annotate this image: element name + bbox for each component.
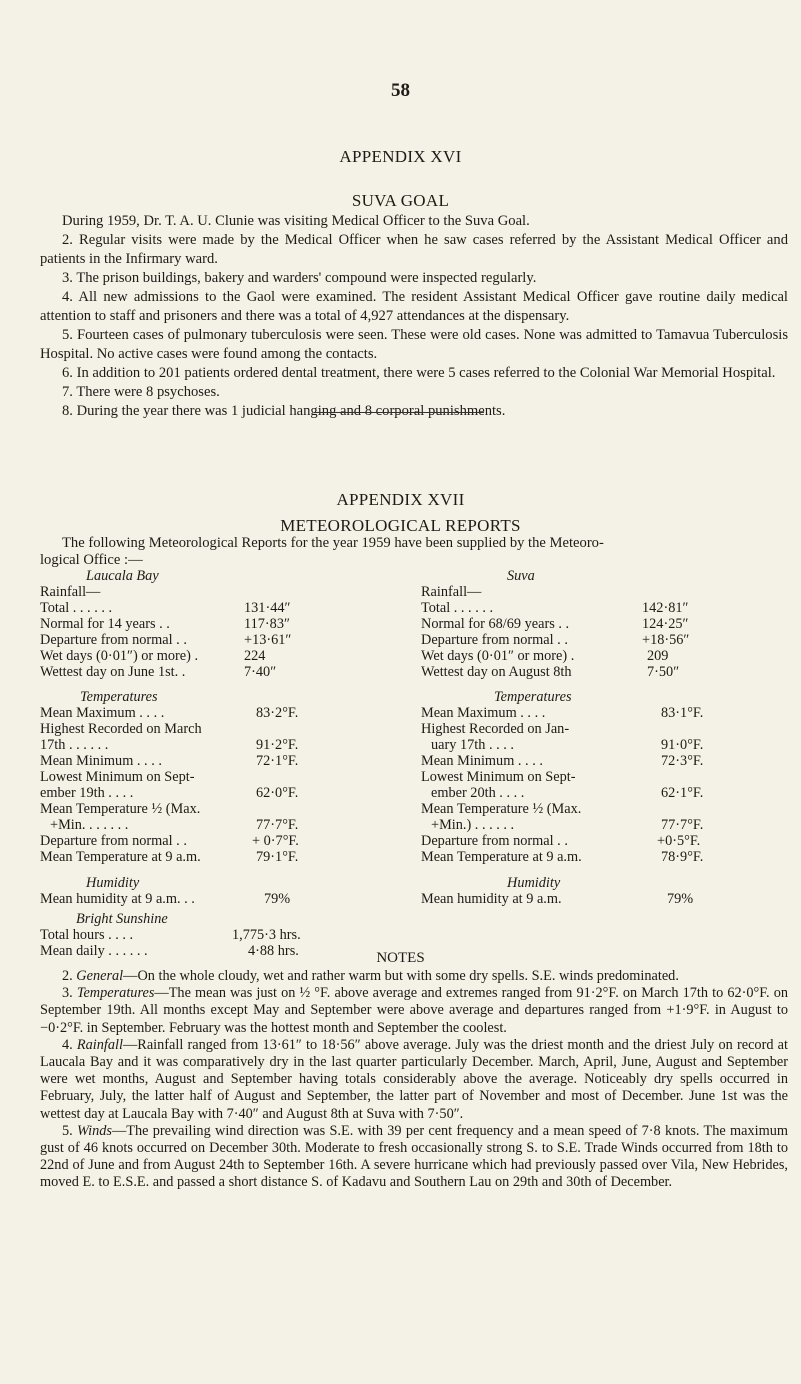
rainfall-value: 124·25″ [642, 616, 689, 632]
paragraph: 8. During the year there was 1 judicial hanging and 8 corporal punishments. [62, 403, 506, 419]
temp-label: Mean Temperature at 9 a.m. [40, 849, 201, 865]
temp-value: 62·0°F. [256, 785, 299, 801]
paragraph: 7. There were 8 psychoses. [62, 384, 220, 400]
appendix-17-subtitle: METEOROLOGICAL REPORTS [280, 516, 521, 535]
humidity-value: 79% [264, 891, 291, 907]
rainfall-value: 209 [647, 648, 669, 664]
laucala-humidity-heading: Humidity [86, 875, 140, 891]
paragraph: 3. The prison buildings, bakery and warders' compound were inspected regularly. [62, 270, 537, 286]
rainfall-label: Total . . . . . . [40, 600, 113, 616]
temp-value: 77·7°F. [661, 817, 704, 833]
paragraph: 5. Fourteen cases of pulmonary tuberculosis were seen. These were old cases. None was admitted to Tamavua Tuberculosis Hospital. No active cases were found among the contacts. [40, 327, 788, 362]
suva-temp-heading: Temperatures [494, 689, 572, 705]
note: 2. General—On the whole cloudy, wet and rather warm but with some dry spells. S.E. winds predominated. [62, 968, 679, 984]
sunshine-label: Total hours . . . . [40, 927, 134, 943]
temp-value: 72·3°F. [661, 753, 704, 769]
temp-label: Departure from normal . . [421, 833, 568, 849]
humidity-label: Mean humidity at 9 a.m. . . [40, 891, 195, 907]
paragraph: During 1959, Dr. T. A. U. Clunie was visiting Medical Officer to the Suva Goal. [62, 213, 530, 229]
suva-heading: Suva [507, 568, 535, 584]
note: 3. Temperatures—The mean was just on ½ °F. above average and extremes ranged from 91·2°F. on March 17th to 62·0°F. on September 19th. All months except May and September were above average and departures ranged from +1·9°F. in August to −0·2°F. in September. February was the hottest month and September the coolest. [40, 985, 789, 1036]
temp-label: +Min.) . . . . . . [431, 817, 515, 833]
temp-label: ember 19th . . . . [40, 785, 134, 801]
rainfall-value: 7·50″ [647, 664, 680, 680]
temp-value: 83·2°F. [256, 705, 299, 721]
appendix-16-title: APPENDIX XVI [339, 147, 462, 166]
temp-value: 91·0°F. [661, 737, 704, 753]
temp-label: Highest Recorded on Jan- [421, 721, 570, 737]
rainfall-value: 117·83″ [244, 616, 290, 632]
paragraph: 6. In addition to 201 patients ordered dental treatment, there were 5 cases referred to the Colonial War Memorial Hospital. [62, 365, 776, 381]
rainfall-label: Normal for 14 years . . [40, 616, 170, 632]
temp-value: +0·5°F. [657, 833, 701, 849]
rainfall-label: Departure from normal . . [40, 632, 187, 648]
appendix-16-subtitle: SUVA GOAL [351, 191, 450, 210]
sunshine-value: 1,775·3 hrs. [232, 927, 301, 943]
rainfall-label: Wettest day on June 1st. . [40, 664, 186, 680]
temp-label: Mean Maximum . . . . [421, 705, 546, 721]
temp-value: 83·1°F. [661, 705, 704, 721]
intro-line-1: The following Meteorological Reports for the year 1959 have been supplied by the Meteoro- [62, 535, 604, 551]
note: 5. Winds—The prevailing wind direction was S.E. with 39 per cent frequency and a mean speed of 7·8 knots. The maximum gust of 46 knots occurred on December 30th. Moderate to fresh occasionally strong S. to S.E. Trade Winds occurred from 18th to 22nd of June and from August 24th to September 16th. A severe hurricane which had previously passed over Vila, New Hebrides, moved E. to E.S.E. and passed a short distance S. of Kadavu and Southern Lau on 29th and 30th of December. [40, 1122, 788, 1191]
appendix-17-title: APPENDIX XVII [336, 490, 465, 509]
rainfall-value: 7·40″ [244, 664, 277, 680]
sunshine-value: 4·88 hrs. [248, 943, 299, 959]
rainfall-value: 131·44″ [244, 600, 291, 616]
laucala-heading: Laucala Bay [86, 568, 159, 584]
appendix-16-body [40, 212, 788, 421]
rainfall-value: 142·81″ [642, 600, 689, 616]
temp-label: Departure from normal . . [40, 833, 187, 849]
section-divider [314, 412, 484, 413]
temp-label: Lowest Minimum on Sept- [421, 769, 576, 785]
rainfall-value: +13·61″ [244, 632, 292, 648]
rainfall-label: Total . . . . . . [421, 600, 494, 616]
humidity-value: 79% [667, 891, 694, 907]
notes-heading: NOTES [376, 950, 425, 966]
temp-label: Lowest Minimum on Sept- [40, 769, 195, 785]
temp-label: Mean Temperature ½ (Max. [40, 801, 201, 817]
temp-label: Mean Temperature at 9 a.m. [421, 849, 582, 865]
temp-value: 77·7°F. [256, 817, 299, 833]
temp-label: Mean Temperature ½ (Max. [421, 801, 582, 817]
page-number: 58 [391, 80, 410, 101]
suva-rainfall-heading: Rainfall— [421, 584, 482, 600]
humidity-label: Mean humidity at 9 a.m. [421, 891, 562, 907]
temp-label: ember 20th . . . . [431, 785, 525, 801]
temp-value: 91·2°F. [256, 737, 299, 753]
rainfall-value: 224 [244, 648, 266, 664]
temp-value: 72·1°F. [256, 753, 299, 769]
temp-value: 79·1°F. [256, 849, 299, 865]
temp-label: Mean Maximum . . . . [40, 705, 165, 721]
sunshine-label: Mean daily . . . . . . [40, 943, 148, 959]
temp-value: 62·1°F. [661, 785, 704, 801]
temp-label: uary 17th . . . . [431, 737, 514, 753]
paragraph: 2. Regular visits were made by the Medical Officer when he saw cases referred by the Assistant Medical Officer and patients in the Infirmary ward. [40, 232, 788, 267]
suva-humidity-heading: Humidity [507, 875, 561, 891]
note: 4. Rainfall—Rainfall ranged from 13·61″ to 18·56″ above average. July was the driest month and the driest July on record at Laucala Bay and it was comparatively dry in the last quarter particularly December. March, April, June, August and September were wet months, August and September having totals considerably above the average. Noticeably dry spells occurred in February, July, the latter half of August and September, the latter part of November and most of December. June 1st was the wettest day at Laucala Bay with 7·40″ and August 8th at Suva with 7·50″. [40, 1036, 788, 1122]
laucala-rainfall-heading: Rainfall— [40, 584, 101, 600]
temp-value: 78·9°F. [661, 849, 704, 865]
rainfall-value: +18·56″ [642, 632, 690, 648]
temp-label: +Min. . . . . . . [50, 817, 129, 833]
rainfall-label: Wet days (0·01″ or more) . [421, 648, 575, 664]
temp-label: Highest Recorded on March [40, 721, 202, 737]
temp-label: Mean Minimum . . . . [421, 753, 543, 769]
intro-line-2: logical Office :— [40, 552, 143, 568]
rainfall-label: Wettest day on August 8th [421, 664, 572, 680]
laucala-temp-heading: Temperatures [80, 689, 158, 705]
rainfall-label: Departure from normal . . [421, 632, 568, 648]
temp-label: Mean Minimum . . . . [40, 753, 162, 769]
notes-body [40, 968, 788, 1192]
paragraph: 4. All new admissions to the Gaol were examined. The resident Assistant Medical Officer gave routine daily medical attention to staff and prisoners and there was a total of 4,927 attendances at the dispensary. [40, 289, 788, 324]
sunshine-heading: Bright Sunshine [76, 911, 168, 927]
rainfall-label: Normal for 68/69 years . . [421, 616, 570, 632]
rainfall-label: Wet days (0·01″) or more) . [40, 648, 199, 664]
temp-value: + 0·7°F. [252, 833, 299, 849]
temp-label: 17th . . . . . . [40, 737, 109, 753]
